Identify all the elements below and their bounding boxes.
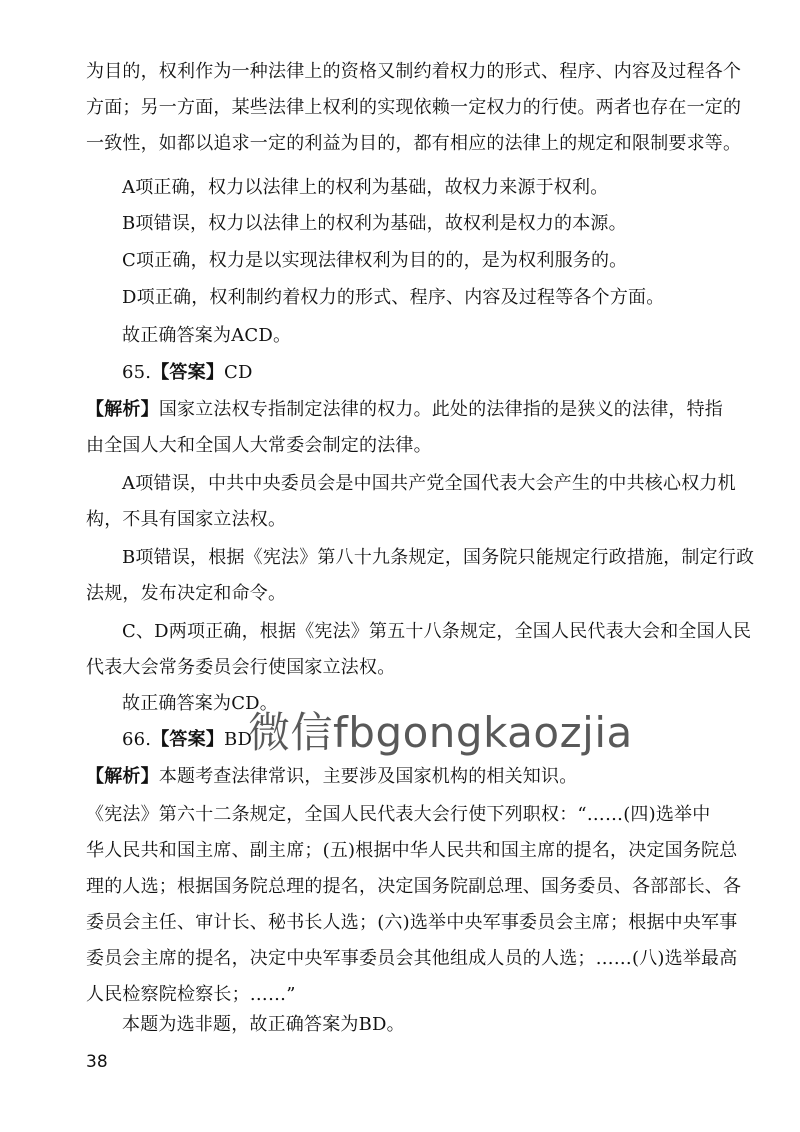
q64-option-d bbox=[122, 280, 726, 316]
text-line: B项错误，根据《宪法》第八十九条规定，国务院只能规定行政措施，制定行政 bbox=[122, 547, 755, 568]
text-line: 一致性，如都以追求一定的利益为目的，都有相应的法律上的规定和限制要求等。 bbox=[86, 133, 742, 154]
q65-option-b bbox=[122, 540, 755, 576]
text-line: 故正确答案为CD。 bbox=[122, 693, 279, 714]
q64-option-c bbox=[122, 243, 726, 279]
text-line: 理的人选；根据国务院总理的提名，决定国务院副总理、国务委员、各部部长、各 bbox=[86, 876, 742, 897]
text-line: 由全国人大和全国人大常委会制定的法律。 bbox=[86, 435, 432, 456]
q64-option-a bbox=[122, 170, 726, 206]
text-line: C、D两项正确，根据《宪法》第五十八条规定，全国人民代表大会和全国人民 bbox=[122, 621, 752, 642]
text-line: 华人民共和国主席、副主席；(五)根据中华人民共和国主席的提名，决定国务院总 bbox=[86, 840, 738, 861]
text-line: 法规，发布决定和命令。 bbox=[86, 583, 287, 604]
text-line: 方面；另一方面，某些法律上权利的实现依赖一定权力的行使。两者也存在一定的 bbox=[86, 97, 742, 118]
paragraph-intro bbox=[86, 54, 742, 162]
q65-analysis bbox=[86, 392, 726, 464]
text-line: 国家立法权专指制定法律的权力。此处的法律指的是狭义的法律，特指 bbox=[158, 399, 724, 420]
q66-final-answer bbox=[122, 1007, 726, 1043]
answer-tag: 【答案】 bbox=[151, 729, 225, 750]
q66-constitution-quote bbox=[86, 797, 742, 1013]
q65-option-cd-cont bbox=[86, 650, 726, 686]
q66-analysis bbox=[86, 759, 726, 795]
text-line: 构，不具有国家立法权。 bbox=[86, 509, 287, 530]
q65-option-b-cont bbox=[86, 576, 726, 612]
question-number: 65. bbox=[122, 362, 152, 383]
text-line: 人民检察院检察长；……” bbox=[86, 984, 296, 1005]
q64-final-answer bbox=[122, 318, 726, 354]
text-line: C项正确，权力是以实现法律权利为目的的，是为权利服务的。 bbox=[122, 250, 628, 271]
text-line: 委员会主任、审计长、秘书长人选；(六)选举中央军事委员会主席；根据中央军事 bbox=[86, 912, 738, 933]
text-line: A项正确，权力以法律上的权利为基础，故权力来源于权利。 bbox=[122, 177, 609, 198]
q64-option-b bbox=[122, 206, 726, 242]
text-line: 为目的，权利作为一种法律上的资格又制约着权力的形式、程序、内容及过程各个 bbox=[86, 61, 742, 82]
text-line: 故正确答案为ACD。 bbox=[122, 325, 292, 346]
text-line: B项错误，权力以法律上的权利为基础，故权利是权力的本源。 bbox=[122, 213, 627, 234]
text-line: D项正确，权利制约着权力的形式、程序、内容及过程等各个方面。 bbox=[122, 287, 665, 308]
text-line: 委员会主席的提名，决定中央军事委员会其他组成人员的人选；……(八)选举最高 bbox=[86, 948, 738, 969]
answer-value: CD bbox=[224, 362, 253, 383]
text-line: 代表大会常务委员会行使国家立法权。 bbox=[86, 657, 396, 678]
analysis-tag: 【解析】 bbox=[86, 766, 159, 787]
analysis-tag: 【解析】 bbox=[86, 399, 159, 420]
answer-tag: 【答案】 bbox=[151, 362, 225, 383]
page-number: 38 bbox=[86, 1052, 108, 1072]
text-line: A项错误，中共中央委员会是中国共产党全国代表大会产生的中共核心权力机 bbox=[122, 473, 736, 494]
q65-answer-line bbox=[122, 355, 726, 391]
q65-option-cd bbox=[122, 614, 752, 650]
answer-value: BD bbox=[224, 729, 253, 750]
text-line: 本题考查法律常识，主要涉及国家机构的相关知识。 bbox=[158, 766, 578, 787]
text-line: 本题为选非题，故正确答案为BD。 bbox=[122, 1014, 405, 1035]
q65-option-a-cont bbox=[86, 502, 726, 538]
text-line: 《宪法》第六十二条规定，全国人民代表大会行使下列职权：“……(四)选举中 bbox=[86, 804, 711, 825]
question-number: 66. bbox=[122, 729, 152, 750]
q65-option-a bbox=[122, 466, 736, 502]
watermark-text: 微信fbgongkaozjia bbox=[248, 708, 633, 757]
